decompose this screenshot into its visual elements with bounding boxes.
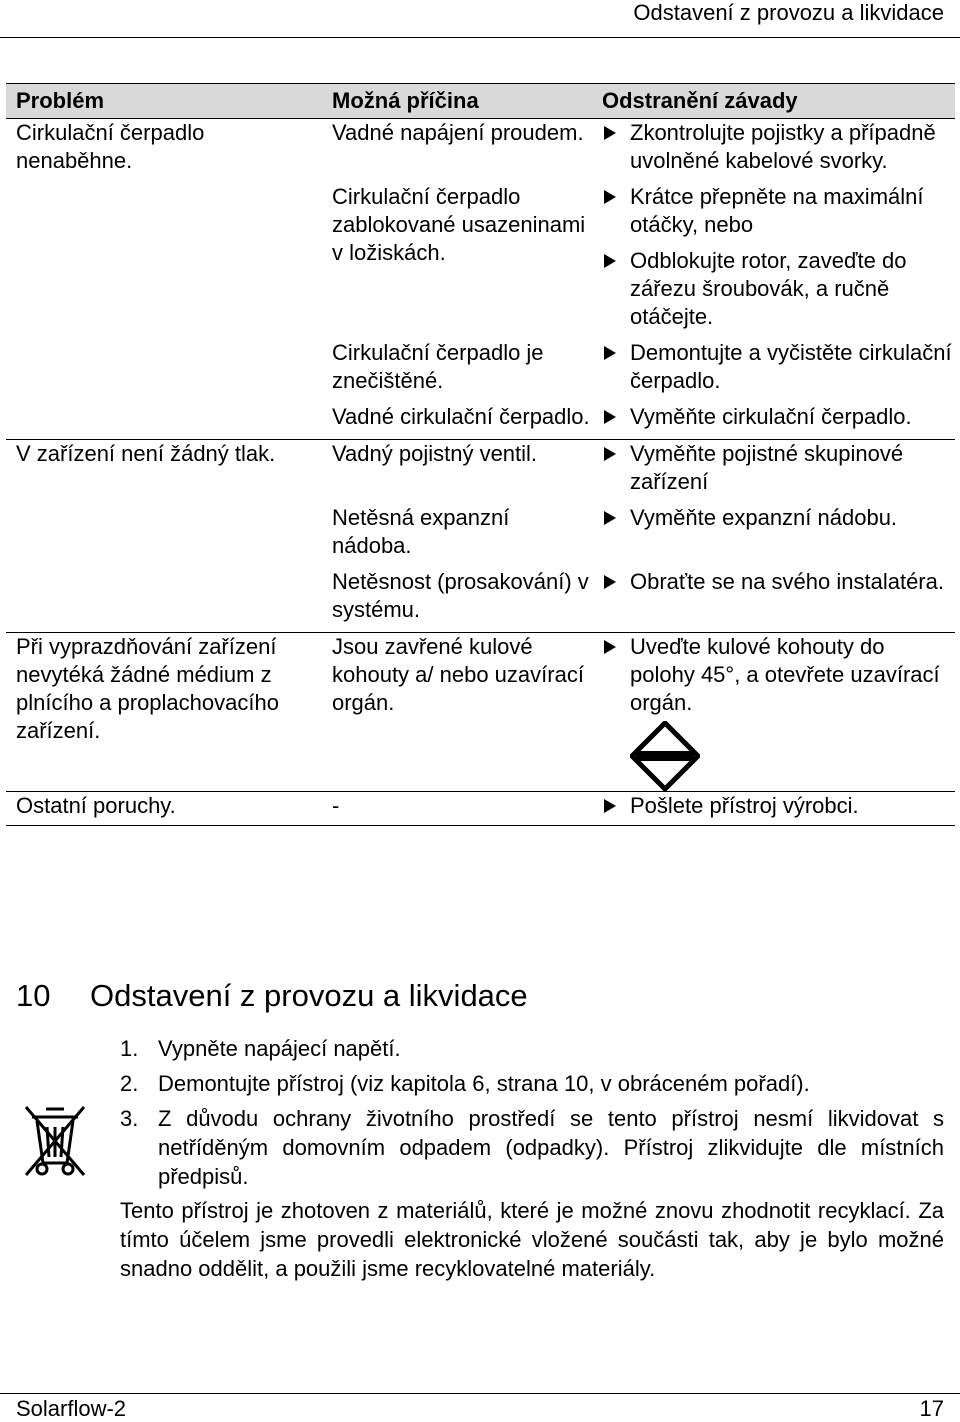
column-header-cause: Možná příčina: [322, 84, 592, 119]
cause-text: Netěsná expanzní nádoba.: [332, 505, 510, 558]
remedy-cell: [592, 183, 955, 339]
section-title: Odstavení z provozu a likvidace: [90, 978, 528, 1013]
problem-cell: Ostatní poruchy.: [6, 792, 322, 826]
header-rule: [0, 37, 960, 38]
footer-product: Solarflow-2: [16, 1396, 127, 1421]
running-header: Odstavení z provozu a likvidace: [633, 0, 944, 25]
triangle-right-icon: [604, 190, 616, 204]
step-number: 3.: [120, 1106, 139, 1131]
triangle-right-icon: [604, 410, 616, 424]
problem-cell: Při vyprazdňování zařízení nevytéká žádné médium z plnícího a proplachovacího zařízení.: [6, 633, 322, 792]
remedy-text: Krátce přepněte na maximální otáčky, nebo: [630, 184, 924, 237]
table-row: [6, 440, 955, 505]
triangle-right-icon: [604, 640, 616, 654]
remedy-cell: [592, 633, 955, 792]
remedy-text: Obraťte se na svého instalatéra.: [630, 569, 944, 594]
cause-text: Jsou zavřené kulové kohouty a/ nebo uzavírací orgán.: [332, 634, 584, 715]
remedy-text: Demontujte a vyčistěte cirkulační čerpadlo.: [630, 340, 952, 393]
triangle-right-icon: [604, 346, 616, 360]
list-item: [120, 1034, 944, 1063]
remedy-item: [602, 183, 955, 239]
step-text: Z důvodu ochrany životního prostředí se tento přístroj nesmí likvidovat s netříděným domovním odpadem (odpadky). Přístroj zlikvidujte dle místních předpisů.: [158, 1106, 944, 1189]
remedy-cell: [592, 339, 955, 403]
remedy-item: [602, 568, 955, 596]
remedy-item: [602, 119, 955, 175]
footer-page-number: 17: [919, 1396, 944, 1421]
cause-cell: [322, 339, 592, 403]
ball-valve-45-icon: [630, 721, 700, 791]
remedy-text: Zkontrolujte pojistky a případně uvolněné kabelové svorky.: [630, 120, 936, 173]
cause-cell: [322, 504, 592, 568]
remedy-item: [602, 247, 955, 331]
cause-text: Vadné napájení proudem.: [332, 120, 584, 145]
triangle-right-icon: [604, 511, 616, 525]
triangle-right-icon: [604, 126, 616, 140]
step-number: 1.: [120, 1036, 139, 1061]
remedy-text: Vyměňte cirkulační čerpadlo.: [630, 404, 912, 429]
cause-text: Cirkulační čerpadlo je znečištěné.: [332, 340, 544, 393]
table-header-row: [6, 84, 955, 119]
cause-cell: [322, 183, 592, 339]
cause-cell: [322, 568, 592, 633]
triangle-right-icon: [604, 254, 616, 268]
column-header-problem: Problém: [6, 84, 322, 119]
cause-cell: [322, 403, 592, 440]
remedy-text: Pošlete přístroj výrobci.: [630, 793, 859, 818]
remedy-cell: [592, 792, 955, 826]
cause-cell: [322, 792, 592, 826]
remedy-text: Odblokujte rotor, zaveďte do zářezu šroubovák, a ručně otáčejte.: [630, 248, 907, 329]
section-number: 10: [16, 978, 51, 1013]
triangle-right-icon: [604, 799, 616, 813]
remedy-cell: [592, 568, 955, 633]
cause-cell: [322, 440, 592, 505]
column-header-remedy: Odstranění závady: [592, 84, 955, 119]
crossed-out-wheelie-bin-icon: [22, 1103, 88, 1183]
section-heading: [16, 978, 528, 1014]
cause-text: Netěsnost (prosakování) v systému.: [332, 569, 589, 622]
remedy-item: [602, 792, 955, 820]
step-text: Demontujte přístroj (viz kapitola 6, strana 10, v obráceném pořadí).: [158, 1071, 810, 1096]
remedy-text: Vyměňte expanzní nádobu.: [630, 505, 898, 530]
step-text: Vypněte napájecí napětí.: [158, 1036, 401, 1061]
triangle-right-icon: [604, 575, 616, 589]
remedy-item: [602, 403, 955, 431]
footer-rule: [0, 1393, 960, 1394]
table-row: [6, 792, 955, 826]
remedy-cell: [592, 440, 955, 505]
table-row: [6, 119, 955, 184]
remedy-text: Uveďte kulové kohouty do polohy 45°, a otevřete uzavírací orgán.: [630, 634, 940, 715]
triangle-right-icon: [604, 447, 616, 461]
cause-text: -: [332, 793, 340, 818]
remedy-item: [602, 504, 955, 532]
problem-cell: Cirkulační čerpadlo nenaběhne.: [16, 120, 205, 173]
table-row: [6, 633, 955, 792]
troubleshooting-table: [6, 83, 955, 826]
remedy-text: Vyměňte pojistné skupinové zařízení: [630, 441, 904, 494]
decommissioning-steps: [120, 1034, 944, 1197]
problem-cell: V zařízení není žádný tlak.: [6, 440, 322, 633]
recycling-paragraph: Tento přístroj je zhotoven z materiálů, které je možné znovu zhodnotit recyklací. Za tímto účelem jsme provedli elektronické vložené součásti tak, aby je bylo možné snadno oddělit, a použili jsme recyklovatelné materiály.: [120, 1198, 944, 1281]
remedy-item: [602, 440, 955, 496]
list-item: [120, 1104, 944, 1191]
remedy-cell: [592, 119, 955, 184]
cause-text: Cirkulační čerpadlo zablokované usazeninami v ložiskách.: [332, 184, 586, 265]
remedy-cell: [592, 403, 955, 440]
cause-text: Vadné cirkulační čerpadlo.: [332, 404, 590, 429]
cause-text: Vadný pojistný ventil.: [332, 441, 538, 466]
remedy-item: [602, 633, 955, 717]
cause-cell: [322, 633, 592, 792]
list-item: [120, 1069, 944, 1098]
step-number: 2.: [120, 1071, 139, 1096]
cause-cell: [322, 119, 592, 184]
remedy-cell: [592, 504, 955, 568]
remedy-item: [602, 339, 955, 395]
